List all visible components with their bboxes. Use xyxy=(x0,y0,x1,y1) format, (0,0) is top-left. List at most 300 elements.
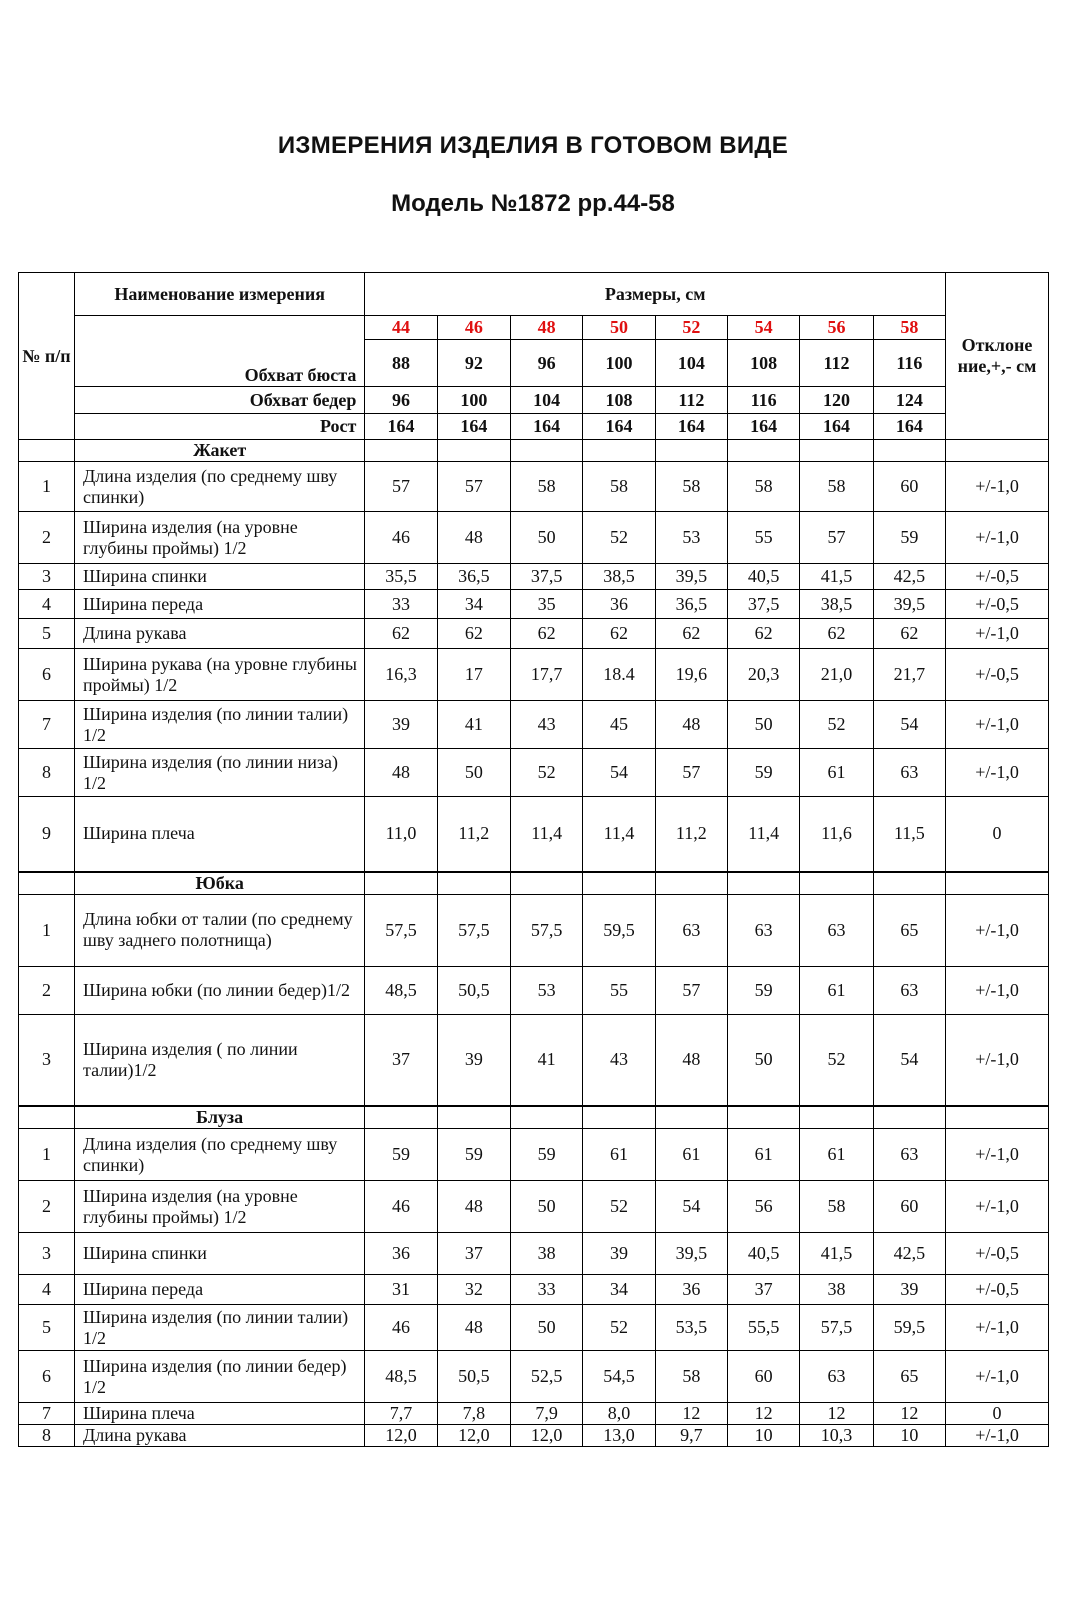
measurement-value: 59 xyxy=(511,1129,583,1181)
measurement-value: 41 xyxy=(511,1014,583,1106)
measurement-value: 18.4 xyxy=(583,649,655,701)
table-row xyxy=(19,512,1049,564)
measurement-value: 59 xyxy=(365,1129,437,1181)
bust-value: 104 xyxy=(655,340,727,387)
measurement-value: 63 xyxy=(873,1129,945,1181)
measurement-name: Ширина плеча xyxy=(75,797,365,872)
empty-cell xyxy=(728,872,800,895)
tolerance-value: +/-0,5 xyxy=(946,1275,1049,1305)
measurement-value: 21,7 xyxy=(873,649,945,701)
section-number-empty xyxy=(19,440,75,462)
empty-cell xyxy=(946,872,1049,895)
measurement-value: 59 xyxy=(728,966,800,1014)
measurement-value: 8,0 xyxy=(583,1403,655,1425)
measurement-value: 53 xyxy=(655,512,727,564)
tolerance-value: +/-1,0 xyxy=(946,1305,1049,1351)
row-number: 4 xyxy=(19,1275,75,1305)
bust-value: 92 xyxy=(437,340,510,387)
empty-cell xyxy=(511,1106,583,1129)
measurement-value: 32 xyxy=(437,1275,510,1305)
measurement-value: 31 xyxy=(365,1275,437,1305)
bust-value: 116 xyxy=(873,340,945,387)
row-number: 6 xyxy=(19,649,75,701)
measurement-value: 57 xyxy=(655,966,727,1014)
measurement-value: 43 xyxy=(511,701,583,749)
empty-cell xyxy=(800,440,873,462)
measurement-value: 57 xyxy=(800,512,873,564)
tolerance-value: +/-0,5 xyxy=(946,564,1049,590)
measurement-value: 17 xyxy=(437,649,510,701)
measurement-value: 54 xyxy=(655,1181,727,1233)
size-header: 50 xyxy=(583,316,655,340)
measurement-value: 17,7 xyxy=(511,649,583,701)
measurement-name: Ширина изделия ( по линии талии)1/2 xyxy=(75,1014,365,1106)
hips-value: 100 xyxy=(437,387,510,414)
measurement-value: 58 xyxy=(511,462,583,512)
measurement-value: 46 xyxy=(365,512,437,564)
measurement-value: 48 xyxy=(655,701,727,749)
height-value: 164 xyxy=(873,414,945,440)
measurement-value: 12 xyxy=(800,1403,873,1425)
measurement-value: 59 xyxy=(728,749,800,797)
measurement-name: Ширина изделия (по линии бедер) 1/2 xyxy=(75,1351,365,1403)
measurement-value: 36,5 xyxy=(655,590,727,619)
row-number: 3 xyxy=(19,1233,75,1275)
row-number: 5 xyxy=(19,1305,75,1351)
measurement-value: 11,0 xyxy=(365,797,437,872)
measurement-value: 58 xyxy=(655,462,727,512)
measurement-value: 65 xyxy=(873,894,945,966)
header-sizes-label: Размеры, см xyxy=(365,273,946,316)
measurement-value: 41 xyxy=(437,701,510,749)
empty-cell xyxy=(873,872,945,895)
measurement-value: 55 xyxy=(583,966,655,1014)
measurement-name: Ширина изделия (по линии низа) 1/2 xyxy=(75,749,365,797)
measurement-value: 57,5 xyxy=(511,894,583,966)
measurement-value: 33 xyxy=(511,1275,583,1305)
measurement-value: 54 xyxy=(873,701,945,749)
table-row xyxy=(19,1275,1049,1305)
height-value: 164 xyxy=(800,414,873,440)
measurement-value: 19,6 xyxy=(655,649,727,701)
empty-cell xyxy=(873,440,945,462)
tolerance-value: +/-1,0 xyxy=(946,894,1049,966)
measurement-value: 62 xyxy=(655,619,727,649)
measurement-value: 38 xyxy=(511,1233,583,1275)
measurement-value: 60 xyxy=(728,1351,800,1403)
header-name: Наименование измерения xyxy=(75,273,365,316)
measurement-value: 61 xyxy=(583,1129,655,1181)
measurement-value: 63 xyxy=(800,1351,873,1403)
table-row xyxy=(19,894,1049,966)
empty-cell xyxy=(583,440,655,462)
tolerance-value: +/-1,0 xyxy=(946,1014,1049,1106)
measurement-value: 60 xyxy=(873,1181,945,1233)
measurement-value: 58 xyxy=(800,1181,873,1233)
measurement-value: 37,5 xyxy=(511,564,583,590)
measurement-value: 58 xyxy=(583,462,655,512)
size-header: 52 xyxy=(655,316,727,340)
height-value: 164 xyxy=(437,414,510,440)
bust-value: 88 xyxy=(365,340,437,387)
measurement-value: 41,5 xyxy=(800,1233,873,1275)
measurement-value: 62 xyxy=(800,619,873,649)
measurement-value: 57 xyxy=(437,462,510,512)
table-row xyxy=(19,749,1049,797)
table-row xyxy=(19,649,1049,701)
tolerance-value: +/-1,0 xyxy=(946,749,1049,797)
tolerance-value: +/-1,0 xyxy=(946,1129,1049,1181)
empty-cell xyxy=(437,1106,510,1129)
tolerance-value: +/-1,0 xyxy=(946,619,1049,649)
empty-cell xyxy=(800,872,873,895)
height-value: 164 xyxy=(728,414,800,440)
measurement-value: 42,5 xyxy=(873,1233,945,1275)
measurement-value: 50 xyxy=(728,1014,800,1106)
measurement-value: 53,5 xyxy=(655,1305,727,1351)
size-header: 48 xyxy=(511,316,583,340)
empty-cell xyxy=(728,440,800,462)
measurement-value: 50 xyxy=(728,701,800,749)
bust-value: 96 xyxy=(511,340,583,387)
height-label: Рост xyxy=(75,414,365,440)
measurement-value: 11,5 xyxy=(873,797,945,872)
height-value: 164 xyxy=(583,414,655,440)
measurement-value: 12,0 xyxy=(437,1425,510,1447)
measurement-value: 10,3 xyxy=(800,1425,873,1447)
measurement-name: Ширина юбки (по линии бедер)1/2 xyxy=(75,966,365,1014)
measurement-value: 41,5 xyxy=(800,564,873,590)
measurement-name: Ширина изделия (на уровне глубины проймы) 1/2 xyxy=(75,512,365,564)
measurement-value: 45 xyxy=(583,701,655,749)
tolerance-value: +/-0,5 xyxy=(946,1233,1049,1275)
measurement-value: 7,8 xyxy=(437,1403,510,1425)
tolerance-value: +/-1,0 xyxy=(946,701,1049,749)
tolerance-value: +/-0,5 xyxy=(946,590,1049,619)
measurement-value: 61 xyxy=(655,1129,727,1181)
measurement-value: 48 xyxy=(365,749,437,797)
empty-cell xyxy=(655,1106,727,1129)
empty-cell xyxy=(583,1106,655,1129)
section-title: Жакет xyxy=(75,440,365,462)
measurement-value: 11,2 xyxy=(655,797,727,872)
section-number-empty xyxy=(19,872,75,895)
height-value: 164 xyxy=(655,414,727,440)
measurement-value: 57,5 xyxy=(800,1305,873,1351)
measurement-value: 40,5 xyxy=(728,1233,800,1275)
measurement-value: 35 xyxy=(511,590,583,619)
measurement-value: 50,5 xyxy=(437,966,510,1014)
measurement-value: 37 xyxy=(437,1233,510,1275)
measurement-value: 57,5 xyxy=(437,894,510,966)
measurement-value: 62 xyxy=(728,619,800,649)
measurement-value: 57 xyxy=(655,749,727,797)
measurement-value: 52 xyxy=(800,1014,873,1106)
measurement-value: 39,5 xyxy=(655,564,727,590)
measurement-value: 9,7 xyxy=(655,1425,727,1447)
measurement-value: 39 xyxy=(873,1275,945,1305)
measurement-value: 48 xyxy=(437,512,510,564)
measurement-value: 12,0 xyxy=(511,1425,583,1447)
measurement-value: 62 xyxy=(873,619,945,649)
table-row xyxy=(19,564,1049,590)
size-header: 58 xyxy=(873,316,945,340)
empty-cell xyxy=(437,440,510,462)
measurement-name: Ширина изделия (по линии талии) 1/2 xyxy=(75,701,365,749)
hips-label: Обхват бедер xyxy=(75,387,365,414)
table-row xyxy=(19,1014,1049,1106)
measurement-value: 37 xyxy=(728,1275,800,1305)
measurement-value: 61 xyxy=(800,749,873,797)
table-row xyxy=(19,797,1049,872)
measurement-value: 50,5 xyxy=(437,1351,510,1403)
measurement-value: 63 xyxy=(800,894,873,966)
measurement-value: 52 xyxy=(583,1181,655,1233)
measurement-value: 58 xyxy=(655,1351,727,1403)
measurement-value: 52 xyxy=(583,1305,655,1351)
measurement-value: 52 xyxy=(800,701,873,749)
measurement-name: Ширина рукава (на уровне глубины проймы) 1/2 xyxy=(75,649,365,701)
page-title: ИЗМЕРЕНИЯ ИЗДЕЛИЯ В ГОТОВОМ ВИДЕ xyxy=(277,132,789,159)
measurement-name: Длина изделия (по среднему шву спинки) xyxy=(75,1129,365,1181)
measurement-value: 39,5 xyxy=(655,1233,727,1275)
hips-value: 120 xyxy=(800,387,873,414)
measurement-value: 50 xyxy=(437,749,510,797)
measurement-value: 42,5 xyxy=(873,564,945,590)
measurement-value: 37,5 xyxy=(728,590,800,619)
row-number: 7 xyxy=(19,1403,75,1425)
measurement-value: 48 xyxy=(437,1181,510,1233)
section-title: Юбка xyxy=(75,872,365,895)
tolerance-value: +/-1,0 xyxy=(946,966,1049,1014)
measurement-value: 11,4 xyxy=(511,797,583,872)
table-row xyxy=(19,701,1049,749)
measurement-value: 36 xyxy=(583,590,655,619)
measurement-value: 52 xyxy=(583,512,655,564)
empty-cell xyxy=(583,872,655,895)
measurement-value: 11,4 xyxy=(583,797,655,872)
measurements-table xyxy=(18,272,1049,1447)
tolerance-value: +/-1,0 xyxy=(946,1181,1049,1233)
row-number: 1 xyxy=(19,462,75,512)
measurement-value: 39 xyxy=(583,1233,655,1275)
measurement-value: 63 xyxy=(655,894,727,966)
measurement-name: Ширина изделия (по линии талии) 1/2 xyxy=(75,1305,365,1351)
tolerance-value: +/-1,0 xyxy=(946,462,1049,512)
measurement-name: Ширина спинки xyxy=(75,1233,365,1275)
measurement-name: Ширина переда xyxy=(75,590,365,619)
measurement-value: 62 xyxy=(511,619,583,649)
measurement-value: 56 xyxy=(728,1181,800,1233)
measurement-value: 39,5 xyxy=(873,590,945,619)
measurement-value: 50 xyxy=(511,512,583,564)
measurement-value: 36 xyxy=(655,1275,727,1305)
row-number: 4 xyxy=(19,590,75,619)
measurement-value: 58 xyxy=(800,462,873,512)
measurement-value: 48 xyxy=(437,1305,510,1351)
empty-cell xyxy=(365,872,437,895)
measurement-value: 33 xyxy=(365,590,437,619)
row-number: 2 xyxy=(19,966,75,1014)
measurement-value: 57,5 xyxy=(365,894,437,966)
table-row xyxy=(19,1425,1049,1447)
bust-value: 112 xyxy=(800,340,873,387)
table-row xyxy=(19,462,1049,512)
table-row xyxy=(19,619,1049,649)
measurement-value: 10 xyxy=(728,1425,800,1447)
measurement-value: 60 xyxy=(873,462,945,512)
measurement-value: 38 xyxy=(800,1275,873,1305)
measurement-value: 58 xyxy=(728,462,800,512)
measurement-value: 36,5 xyxy=(437,564,510,590)
measurement-value: 36 xyxy=(365,1233,437,1275)
tolerance-value: +/-0,5 xyxy=(946,649,1049,701)
table-row xyxy=(19,1403,1049,1425)
table-row xyxy=(19,590,1049,619)
measurement-value: 61 xyxy=(800,1129,873,1181)
measurement-value: 21,0 xyxy=(800,649,873,701)
header-deviation: Отклоне ние,+,- см xyxy=(946,273,1049,440)
empty-cell xyxy=(728,1106,800,1129)
measurement-value: 50 xyxy=(511,1181,583,1233)
row-number: 8 xyxy=(19,749,75,797)
measurement-value: 39 xyxy=(437,1014,510,1106)
measurement-name: Ширина переда xyxy=(75,1275,365,1305)
measurement-value: 55 xyxy=(728,512,800,564)
measurement-value: 35,5 xyxy=(365,564,437,590)
bust-value: 108 xyxy=(728,340,800,387)
measurement-value: 12,0 xyxy=(365,1425,437,1447)
height-value: 164 xyxy=(511,414,583,440)
height-value: 164 xyxy=(365,414,437,440)
row-number: 3 xyxy=(19,564,75,590)
measurement-value: 20,3 xyxy=(728,649,800,701)
tolerance-value: +/-1,0 xyxy=(946,1425,1049,1447)
measurement-name: Длина юбки от талии (по среднему шву заднего полотнища) xyxy=(75,894,365,966)
measurement-value: 12 xyxy=(728,1403,800,1425)
header-number: № п/п xyxy=(19,273,75,440)
measurement-value: 40,5 xyxy=(728,564,800,590)
measurement-value: 46 xyxy=(365,1305,437,1351)
section-title: Блуза xyxy=(75,1106,365,1129)
bust-value: 100 xyxy=(583,340,655,387)
measurement-value: 16,3 xyxy=(365,649,437,701)
measurement-value: 37 xyxy=(365,1014,437,1106)
empty-cell xyxy=(365,440,437,462)
row-number: 9 xyxy=(19,797,75,872)
measurement-value: 7,9 xyxy=(511,1403,583,1425)
hips-value: 108 xyxy=(583,387,655,414)
measurement-value: 53 xyxy=(511,966,583,1014)
measurement-value: 39 xyxy=(365,701,437,749)
table-row xyxy=(19,1181,1049,1233)
row-number: 5 xyxy=(19,619,75,649)
measurement-value: 50 xyxy=(511,1305,583,1351)
measurement-value: 54 xyxy=(583,749,655,797)
row-number: 2 xyxy=(19,512,75,564)
measurement-value: 63 xyxy=(873,966,945,1014)
table-row xyxy=(19,1233,1049,1275)
row-number: 6 xyxy=(19,1351,75,1403)
measurement-value: 52,5 xyxy=(511,1351,583,1403)
measurement-value: 54,5 xyxy=(583,1351,655,1403)
hips-value: 104 xyxy=(511,387,583,414)
row-number: 8 xyxy=(19,1425,75,1447)
measurement-value: 52 xyxy=(511,749,583,797)
hips-value: 124 xyxy=(873,387,945,414)
measurement-value: 55,5 xyxy=(728,1305,800,1351)
measurement-value: 43 xyxy=(583,1014,655,1106)
tolerance-value: 0 xyxy=(946,797,1049,872)
measurement-name: Ширина спинки xyxy=(75,564,365,590)
measurement-value: 12 xyxy=(655,1403,727,1425)
size-header: 44 xyxy=(365,316,437,340)
measurement-value: 12 xyxy=(873,1403,945,1425)
measurement-value: 11,4 xyxy=(728,797,800,872)
measurement-name: Длина рукава xyxy=(75,619,365,649)
measurement-value: 48 xyxy=(655,1014,727,1106)
empty-cell xyxy=(946,1106,1049,1129)
row-number: 2 xyxy=(19,1181,75,1233)
measurement-name: Ширина изделия (на уровне глубины проймы) 1/2 xyxy=(75,1181,365,1233)
row-number: 3 xyxy=(19,1014,75,1106)
measurement-value: 54 xyxy=(873,1014,945,1106)
row-number: 1 xyxy=(19,894,75,966)
measurement-value: 34 xyxy=(583,1275,655,1305)
size-header: 54 xyxy=(728,316,800,340)
measurement-value: 59 xyxy=(873,512,945,564)
measurement-value: 7,7 xyxy=(365,1403,437,1425)
measurement-name: Длина рукава xyxy=(75,1425,365,1447)
table-row xyxy=(19,966,1049,1014)
table-row xyxy=(19,1351,1049,1403)
measurement-value: 59 xyxy=(437,1129,510,1181)
empty-cell xyxy=(800,1106,873,1129)
measurement-value: 63 xyxy=(873,749,945,797)
empty-cell xyxy=(365,1106,437,1129)
measurement-value: 34 xyxy=(437,590,510,619)
size-header: 56 xyxy=(800,316,873,340)
tolerance-value: 0 xyxy=(946,1403,1049,1425)
measurement-value: 11,2 xyxy=(437,797,510,872)
measurement-value: 38,5 xyxy=(800,590,873,619)
row-number: 1 xyxy=(19,1129,75,1181)
bust-label: Обхват бюста xyxy=(75,316,365,387)
size-header: 46 xyxy=(437,316,510,340)
measurement-value: 62 xyxy=(437,619,510,649)
measurement-value: 59,5 xyxy=(583,894,655,966)
measurement-value: 62 xyxy=(583,619,655,649)
empty-cell xyxy=(873,1106,945,1129)
empty-cell xyxy=(946,440,1049,462)
measurement-value: 13,0 xyxy=(583,1425,655,1447)
measurement-value: 61 xyxy=(800,966,873,1014)
tolerance-value: +/-1,0 xyxy=(946,1351,1049,1403)
measurement-value: 61 xyxy=(728,1129,800,1181)
section-number-empty xyxy=(19,1106,75,1129)
hips-value: 96 xyxy=(365,387,437,414)
empty-cell xyxy=(655,440,727,462)
measurement-name: Ширина плеча xyxy=(75,1403,365,1425)
measurement-value: 11,6 xyxy=(800,797,873,872)
table-row xyxy=(19,1305,1049,1351)
measurement-value: 46 xyxy=(365,1181,437,1233)
hips-value: 112 xyxy=(655,387,727,414)
measurement-value: 63 xyxy=(728,894,800,966)
hips-value: 116 xyxy=(728,387,800,414)
table-row xyxy=(19,1129,1049,1181)
empty-cell xyxy=(511,872,583,895)
